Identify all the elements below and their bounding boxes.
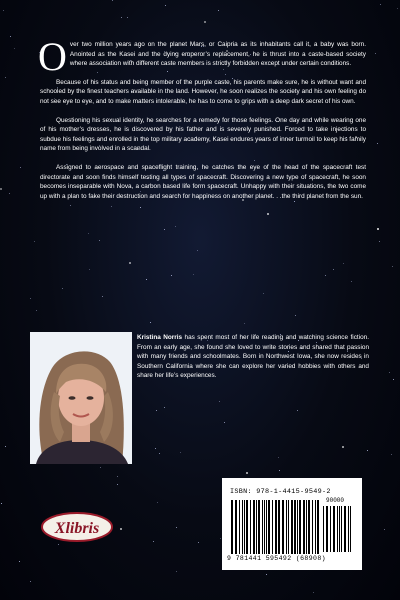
star	[153, 541, 154, 542]
synopsis-paragraph: Questioning his sexual identity, he searches for a remedy for those feelings. One day and while wearing one of his mother’s dresses, he is discovered by his father and is severely punished. Forced to take injections to subdue his feelings and enrolled in the top military academy, Kasei endures years of inner turmoil to keep his family name from being involved in a scandal.	[40, 116, 366, 153]
star	[171, 275, 172, 276]
star	[375, 53, 376, 54]
star	[384, 529, 385, 530]
star	[367, 450, 368, 451]
star	[198, 542, 199, 543]
star	[112, 0, 113, 1]
star	[266, 574, 267, 575]
star	[164, 229, 165, 230]
barcode-digits: 9 781441 595492 (68908)	[227, 555, 326, 562]
barcode-bar	[264, 500, 265, 554]
barcode-bar	[339, 506, 340, 552]
barcode-bar	[315, 500, 316, 554]
price-code: 90000	[326, 497, 345, 504]
star	[279, 470, 280, 471]
barcode-bar	[312, 500, 313, 554]
star	[297, 410, 298, 411]
star	[58, 544, 59, 545]
isbn-label: ISBN: 978-1-4415-9549-2	[230, 488, 331, 496]
star	[377, 143, 378, 144]
barcode-bar	[258, 500, 260, 554]
star	[117, 476, 118, 477]
star	[343, 263, 344, 264]
star	[204, 21, 206, 23]
barcode-bar	[235, 500, 237, 554]
barcode-bar	[250, 500, 251, 554]
barcode-bar	[323, 506, 324, 552]
barcode-bar	[341, 506, 342, 552]
star	[157, 502, 158, 503]
star	[34, 241, 35, 242]
star	[333, 269, 334, 270]
star	[193, 274, 194, 275]
star	[397, 8, 398, 9]
star	[1, 503, 2, 504]
barcode-bar	[272, 500, 273, 554]
barcode-bar	[253, 500, 255, 554]
barcode-bar	[344, 506, 346, 552]
barcode-bar	[244, 500, 245, 554]
barcode-bar	[308, 500, 310, 554]
price-barcode	[322, 506, 354, 552]
star	[263, 293, 264, 294]
star	[102, 296, 103, 297]
author-photo	[30, 332, 132, 464]
barcode-bar	[330, 506, 331, 552]
star	[5, 77, 6, 78]
barcode-bar	[303, 500, 305, 554]
star	[30, 581, 31, 582]
star	[377, 228, 379, 230]
star	[219, 401, 220, 402]
barcode-panel	[222, 478, 362, 570]
author-bio	[137, 333, 369, 381]
star	[313, 592, 314, 593]
xlibris-logo-icon	[40, 511, 114, 543]
star	[5, 446, 6, 447]
barcode-bar	[294, 500, 296, 554]
barcode-bar	[337, 506, 338, 552]
star	[180, 452, 181, 453]
star	[389, 372, 390, 373]
star	[393, 379, 394, 380]
star	[267, 213, 269, 215]
star	[165, 5, 166, 6]
synopsis-paragraph: Over two million years ago on the planet Mars, or Caipria as its inhabitants call it, a baby was born. Anointed as the Kasei and the dying emperor’s replacement, he is thrust into a caste-based society where association with different caste members is strictly forbidden except under certain conditions.	[38, 34, 366, 79]
star	[197, 250, 198, 251]
barcode-bar	[262, 500, 263, 554]
synopsis-paragraph: Because of his status and being member of the purple caste, his parents make sure, he is without want and schooled by the finest teachers available in the land. However, he soon realizes the society and his own feeling do not see eye to eye, and to make matters intolerable, he has to come to grips with a deep dark secret of his own.	[40, 78, 366, 105]
star	[351, 281, 352, 282]
star	[156, 410, 157, 411]
barcode-bar	[256, 500, 257, 554]
barcode-bar	[242, 500, 243, 554]
star	[342, 446, 344, 448]
star	[176, 527, 177, 528]
publisher-logo	[40, 511, 114, 543]
author-name: Kristina Norris	[137, 334, 183, 341]
barcode-bar	[246, 500, 248, 554]
barcode-bar	[239, 500, 240, 554]
star	[159, 453, 160, 454]
synopsis-paragraph: Assigned to aerospace and spaceflight training, he catches the eye of the head of the spacecraft test directorate and soon finds himself testing all types of spacecraft. Discovering a new type of spacecraft, he soon becomes inseparable with Nova, a carbon based life form spacecraft. Unhappy with their situations, the two come up with a plan to fake their destruction and search for happiness on another planet. . .the third planet from the sun.	[40, 163, 366, 200]
barcode-bar	[266, 500, 267, 554]
star	[9, 193, 10, 194]
star	[20, 167, 21, 168]
star	[117, 484, 118, 485]
barcode-bar	[231, 500, 233, 554]
author-bio-text: has spent most of her life reading and watching science fiction. From an early age, she found she loved to write stories and shared that passion with many friends and schoolmates. Born in Northwest Iowa, she now resides in Southern California where she can explore her varied hobbies with others and share her life’s experiences.	[137, 334, 369, 380]
drop-cap: O	[38, 34, 67, 79]
star	[10, 36, 11, 37]
barcode-bar	[350, 506, 351, 552]
star	[120, 528, 122, 530]
star	[62, 288, 63, 289]
star	[155, 448, 156, 449]
star	[14, 48, 15, 49]
star	[220, 538, 221, 539]
star	[392, 266, 393, 267]
star	[246, 472, 248, 474]
star	[30, 298, 31, 299]
star	[3, 10, 4, 11]
star	[146, 279, 147, 280]
star	[391, 454, 392, 455]
star	[325, 275, 326, 276]
barcode-bar	[275, 500, 277, 554]
barcode-bar	[326, 506, 328, 552]
barcode-bar	[286, 500, 287, 554]
star	[129, 262, 131, 264]
star	[278, 457, 279, 458]
barcode-bar	[333, 506, 335, 552]
star	[175, 226, 176, 227]
barcode-bar	[278, 500, 280, 554]
barcode-bar	[299, 500, 301, 554]
star	[88, 233, 89, 234]
star	[100, 467, 101, 468]
star	[127, 17, 128, 18]
ean-barcode	[230, 500, 320, 554]
star	[36, 310, 37, 311]
star	[164, 407, 165, 408]
star	[176, 571, 177, 572]
barcode-bar	[282, 500, 284, 554]
star	[19, 561, 20, 562]
star	[99, 240, 100, 241]
author-portrait-image	[30, 332, 132, 464]
barcode-bar	[306, 500, 307, 554]
barcode-bar	[291, 500, 293, 554]
star	[295, 315, 296, 316]
barcode-bar	[288, 500, 289, 554]
barcode-bar	[317, 500, 319, 554]
star	[0, 188, 2, 190]
logo-text: Xlibris	[54, 520, 100, 537]
star	[380, 4, 381, 5]
barcode-bar	[348, 506, 349, 552]
barcode-bar	[297, 500, 298, 554]
star	[224, 422, 225, 423]
star	[121, 17, 122, 18]
star	[150, 322, 151, 323]
barcode-bar	[268, 500, 270, 554]
star	[244, 323, 245, 324]
star	[379, 241, 380, 242]
star	[218, 10, 219, 11]
star	[89, 269, 90, 270]
synopsis	[38, 34, 366, 210]
